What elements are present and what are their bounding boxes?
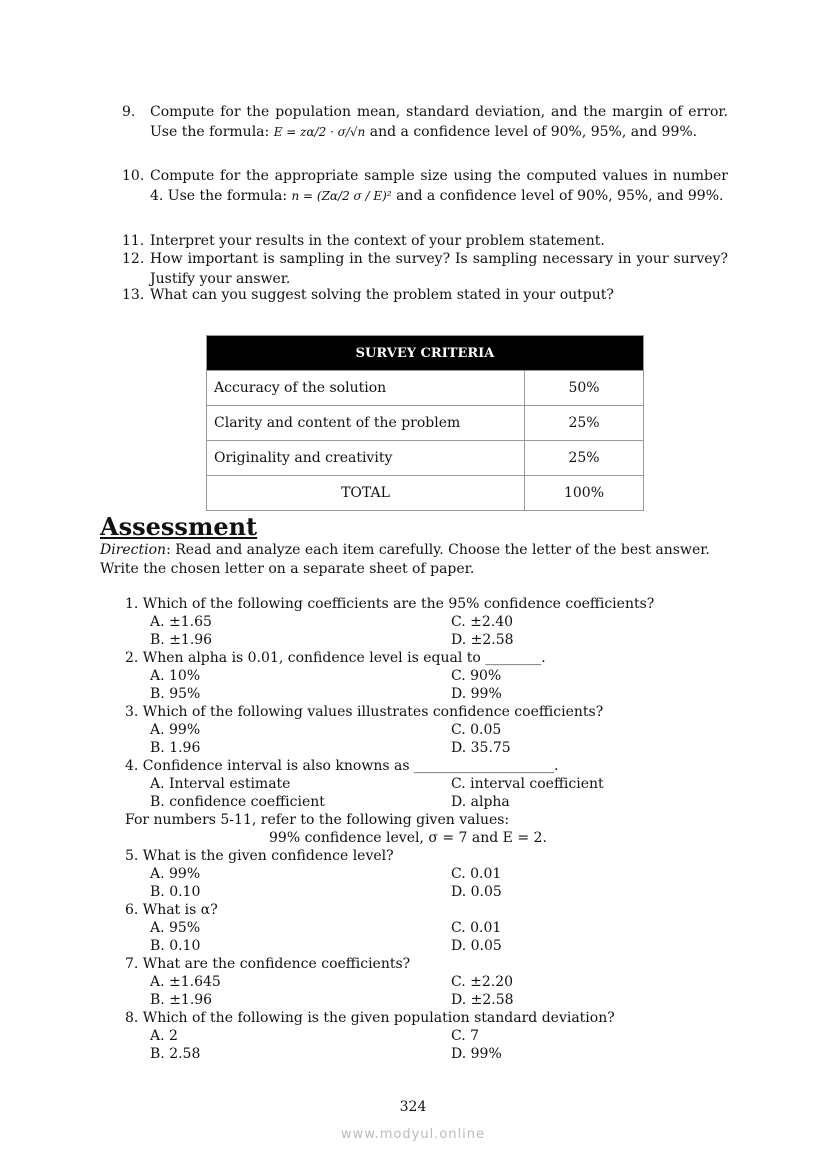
choice: A. 10% <box>150 668 201 684</box>
choice: C. 0.05 <box>451 722 502 738</box>
choice-row <box>125 919 745 937</box>
choice: B. 0.10 <box>150 884 201 900</box>
choice-row <box>125 613 745 631</box>
table-row <box>207 476 644 511</box>
choice-row <box>125 667 745 685</box>
choice: C. interval coefficient <box>451 776 604 792</box>
choice: D. 35.75 <box>451 740 511 756</box>
task-number: 13. <box>122 287 145 303</box>
task-text-part: and a confidence level of 90%, 95%, and 99%. <box>365 124 698 140</box>
choice: A. 2 <box>150 1028 178 1044</box>
section-title: Assessment <box>100 512 258 541</box>
task-number: 12. <box>122 251 145 267</box>
question-text: 3. Which of the following values illustrates confidence coefficients? <box>125 704 604 720</box>
question-text: 8. Which of the following is the given population standard deviation? <box>125 1010 615 1026</box>
question-text: 5. What is the given confidence level? <box>125 848 394 864</box>
task-item <box>122 231 728 251</box>
choice-row <box>125 1045 745 1063</box>
choice-row <box>125 739 745 757</box>
question-text: 4. Confidence interval is also knowns as ____________________. <box>125 758 559 774</box>
choice: B. 0.10 <box>150 938 201 954</box>
choice: C. 0.01 <box>451 866 502 882</box>
task-text <box>150 249 728 289</box>
question-text: 1. Which of the following coefficients are the 95% confidence coefficients? <box>125 596 655 612</box>
question-stem <box>125 1009 745 1027</box>
choice: C. ±2.40 <box>451 614 514 630</box>
table-row <box>207 371 644 406</box>
question-stem <box>125 595 745 613</box>
weight: 25% <box>525 406 644 441</box>
choice-row <box>125 937 745 955</box>
choice: B. ±1.96 <box>150 992 213 1008</box>
instruction-note: For numbers 5-11, refer to the following given values: <box>125 812 510 828</box>
task-text-part: and a confidence level of 90%, 95%, and 99%. <box>391 188 724 204</box>
choice: D. 99% <box>451 1046 502 1062</box>
given-values: 99% confidence level, σ = 7 and E = 2. <box>269 830 547 846</box>
task-item <box>122 249 728 289</box>
survey-criteria-table <box>206 335 644 511</box>
choice: B. confidence coefficient <box>150 794 325 810</box>
question-text: 6. What is α? <box>125 902 218 918</box>
task-text <box>150 285 728 305</box>
task-text-part: How important is sampling in the survey? Is sampling necessary in your survey? Justify your answer. <box>150 251 728 287</box>
choice: A. ±1.65 <box>150 614 212 630</box>
criterion: Originality and creativity <box>207 441 525 476</box>
table-row <box>207 441 644 476</box>
choice-row <box>125 631 745 649</box>
choice: B. 1.96 <box>150 740 201 756</box>
task-text <box>150 166 728 206</box>
task-item <box>122 102 728 142</box>
choice: C. ±2.20 <box>451 974 514 990</box>
question-stem <box>125 847 745 865</box>
choice: B. 95% <box>150 686 201 702</box>
choice: C. 0.01 <box>451 920 502 936</box>
choice: D. 0.05 <box>451 884 502 900</box>
choice-row <box>125 1027 745 1045</box>
direction <box>100 541 730 579</box>
watermark: www.modyul.online <box>340 1127 486 1142</box>
choice: D. 0.05 <box>451 938 502 954</box>
choice: B. 2.58 <box>150 1046 201 1062</box>
task-number: 11. <box>122 233 145 249</box>
choice: D. alpha <box>451 794 510 810</box>
question-stem <box>125 703 745 721</box>
choice-row <box>125 973 745 991</box>
choice: A. 95% <box>150 920 201 936</box>
question-stem <box>125 901 745 919</box>
choice-row <box>125 721 745 739</box>
choice: D. ±2.58 <box>451 992 514 1008</box>
task-text-part: Interpret your results in the context of your problem statement. <box>150 233 605 249</box>
question-text: 2. When alpha is 0.01, confidence level is equal to ________. <box>125 650 546 666</box>
choice: A. 99% <box>150 866 201 882</box>
choice: C. 7 <box>451 1028 480 1044</box>
choice-row <box>125 991 745 1009</box>
formula: E = zα/2 · σ/√n <box>273 125 366 139</box>
choice: A. ±1.645 <box>150 974 221 990</box>
task-text-part: Compute for the population mean, standard deviation, and the margin of error. Use the formula: <box>150 104 728 140</box>
choice: A. Interval estimate <box>150 776 291 792</box>
choice-row <box>125 685 745 703</box>
task-number: 10. <box>122 168 145 184</box>
task-number: 9. <box>122 104 136 120</box>
question-list <box>125 595 745 1063</box>
choice: A. 99% <box>150 722 201 738</box>
table-header: SURVEY CRITERIA <box>207 336 644 371</box>
table-row <box>207 406 644 441</box>
task-text-part: Compute for the appropriate sample size using the computed values in number 4. Use the formula: <box>150 168 728 204</box>
formula: n = (Zα/2 σ / E)² <box>291 189 392 203</box>
question-text: 7. What are the confidence coefficients? <box>125 956 411 972</box>
task-item <box>122 166 728 206</box>
weight: 25% <box>525 441 644 476</box>
question-stem <box>125 955 745 973</box>
choice-row <box>125 883 745 901</box>
task-text-part: What can you suggest solving the problem stated in your output? <box>150 287 614 303</box>
direction-text: : Read and analyze each item carefully. Choose the letter of the best answer. Write the chosen letter on a separate sheet of paper. <box>100 542 710 577</box>
task-text <box>150 102 728 142</box>
task-text <box>150 231 728 251</box>
choice: B. ±1.96 <box>150 632 213 648</box>
task-item <box>122 285 728 305</box>
choice-row <box>125 865 745 883</box>
choice-row <box>125 775 745 793</box>
question-stem <box>125 649 745 667</box>
choice-row <box>125 793 745 811</box>
weight: 50% <box>525 371 644 406</box>
criterion: Accuracy of the solution <box>207 371 525 406</box>
choice: C. 90% <box>451 668 502 684</box>
choice: D. 99% <box>451 686 502 702</box>
total-label: TOTAL <box>207 476 525 511</box>
choice: D. ±2.58 <box>451 632 514 648</box>
page-number: 324 <box>399 1099 427 1115</box>
criterion: Clarity and content of the problem <box>207 406 525 441</box>
question-stem <box>125 757 745 775</box>
direction-label: Direction <box>100 542 167 558</box>
total-weight: 100% <box>525 476 644 511</box>
